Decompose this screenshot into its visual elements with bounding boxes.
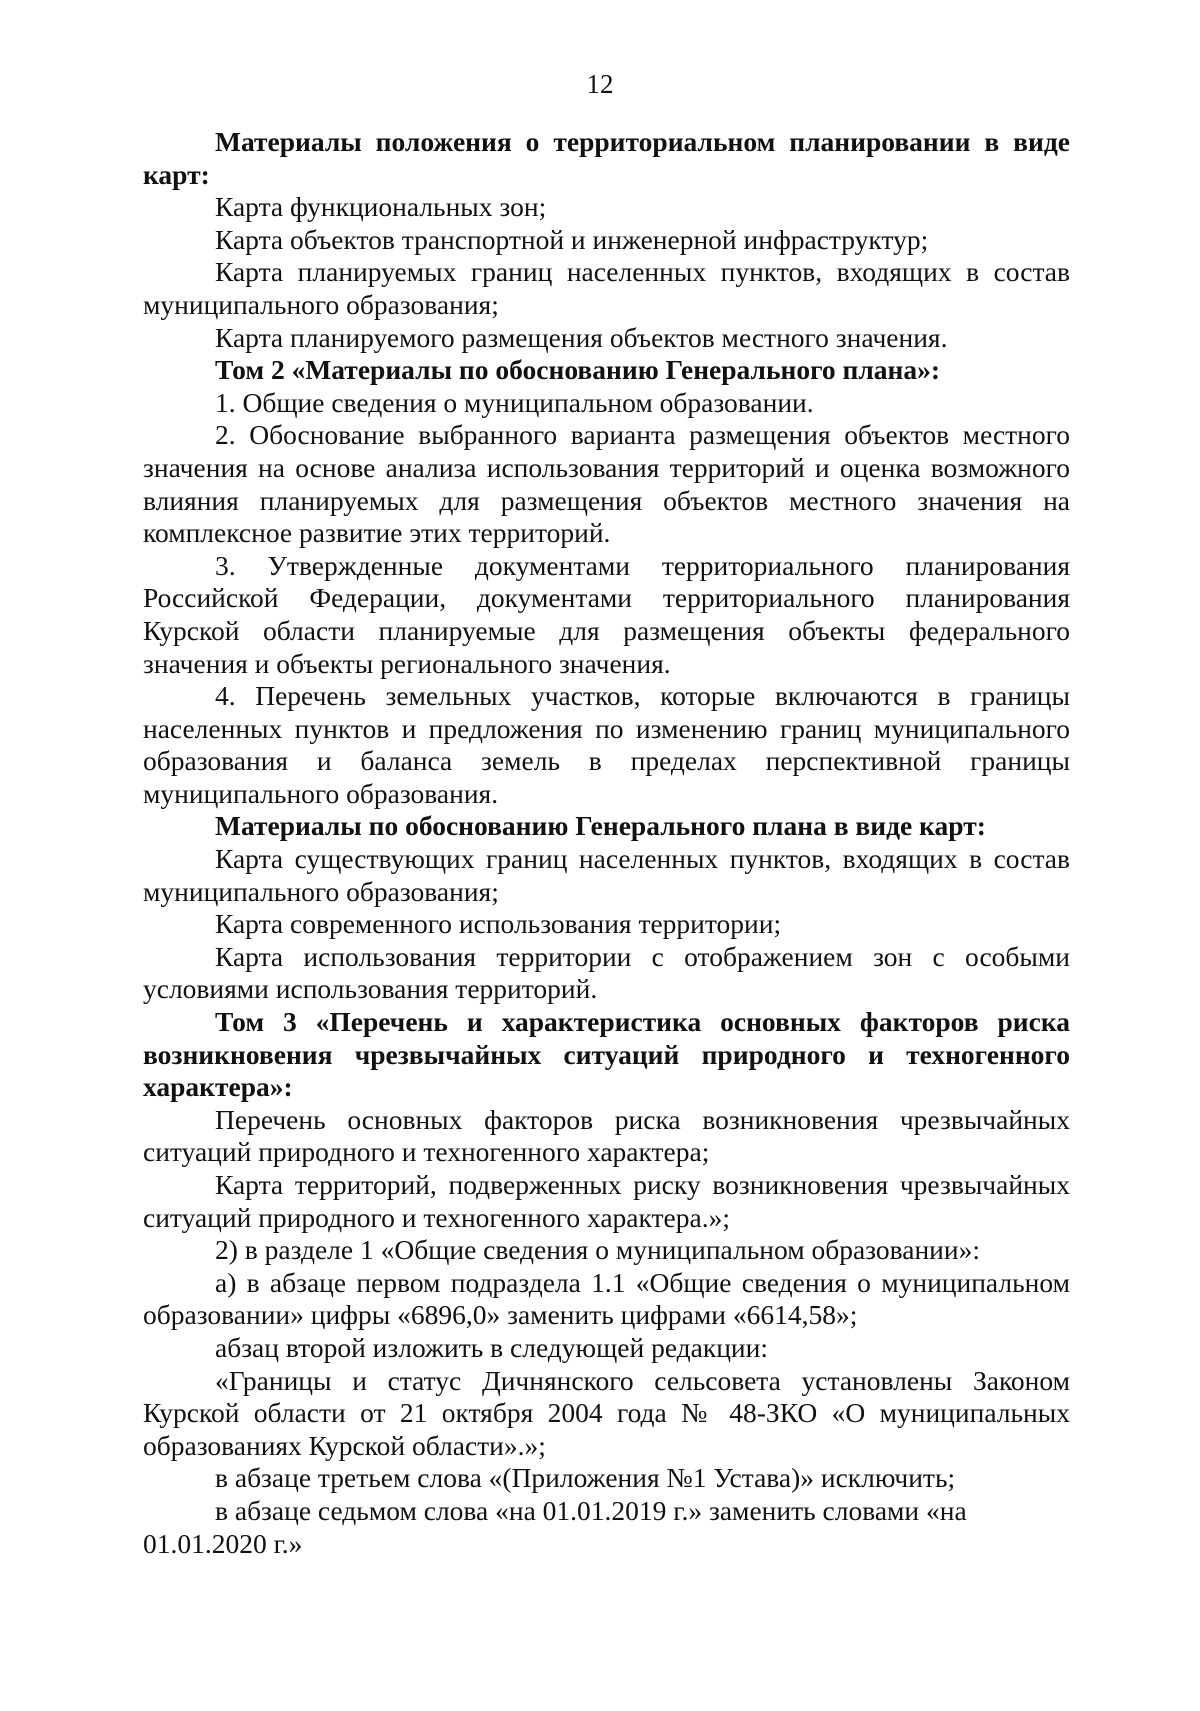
document-body <box>143 126 1070 1560</box>
list-item: Карта планируемого размещения объектов местного значения. <box>215 321 948 353</box>
list-item: 4. Перечень земельных участков, которые включаются в границы населенных пунктов и предложения по изменению границ муниципального образования и баланса земель в пределах перспективной границы муниципального образования. <box>143 680 1070 809</box>
list-item: Карта существующих границ населенных пунктов, входящих в состав муниципального образования; <box>143 843 1070 907</box>
page-number: 12 <box>586 69 614 99</box>
amendment-paragraph: а) в абзаце первом подраздела 1.1 «Общие сведения о муниципальном образовании» цифры «6896,0» заменить цифрами «6614,58»; <box>143 1266 1070 1331</box>
amendment-paragraph: «Границы и статус Дичнянского сельсовета установлены Законом Курской области от 21 октября 2004 года № 48-ЗКО «О муниципальных образованиях Курской области».»; <box>143 1364 1070 1461</box>
amendment-paragraph: абзац второй изложить в следующей редакции: <box>215 1331 769 1363</box>
heading-maps-territorial-planning: Материалы положения о территориальном планировании в виде карт: <box>143 126 1070 190</box>
list-item: Карта использования территории с отображением зон с особыми условиями использования территорий. <box>143 940 1070 1005</box>
list-item: Карта планируемых границ населенных пунктов, входящих в состав муниципального образования; <box>143 256 1070 320</box>
list-item: Карта территорий, подверженных риску возникновения чрезвычайных ситуаций природного и техногенного характера.»; <box>143 1169 1070 1233</box>
list-item: 2. Обоснование выбранного варианта размещения объектов местного значения на основе анализа использования территорий и оценка возможного влияния планируемых для размещения объектов местного значения на комплексное развитие этих территорий. <box>143 419 1070 549</box>
list-item: Карта объектов транспортной и инженерной инфраструктур; <box>215 223 929 255</box>
amendment-paragraph: в абзаце третьем слова «(Приложения №1 Устава)» исключить; <box>215 1462 956 1494</box>
heading-justification-maps: Материалы по обоснованию Генерального плана в виде карт: <box>215 810 986 842</box>
list-item: 1. Общие сведения о муниципальном образовании. <box>215 386 814 418</box>
list-item: Перечень основных факторов риска возникновения чрезвычайных ситуаций природного и техногенного характера; <box>143 1103 1070 1168</box>
list-item: Карта современного использования территории; <box>215 908 782 940</box>
amendment-paragraph: в абзаце седьмом слова «на 01.01.2019 г.» заменить словами «на 01.01.2020 г.» <box>143 1494 967 1559</box>
amendment-paragraph: 2) в разделе 1 «Общие сведения о муниципальном образовании»: <box>215 1234 981 1266</box>
heading-volume-2: Том 2 «Материалы по обоснованию Генерального плана»: <box>215 354 941 386</box>
heading-volume-3: Том 3 «Перечень и характеристика основных факторов риска возникновения чрезвычайных ситуаций природного и техногенного характера»: <box>143 1006 1070 1103</box>
list-item: Карта функциональных зон; <box>215 191 547 223</box>
list-item: 3. Утвержденные документами территориального планирования Российской Федерации, документами территориального планирования Курской области планируемые для размещения объекты федерального значения и объекты регионального значения. <box>143 549 1070 679</box>
